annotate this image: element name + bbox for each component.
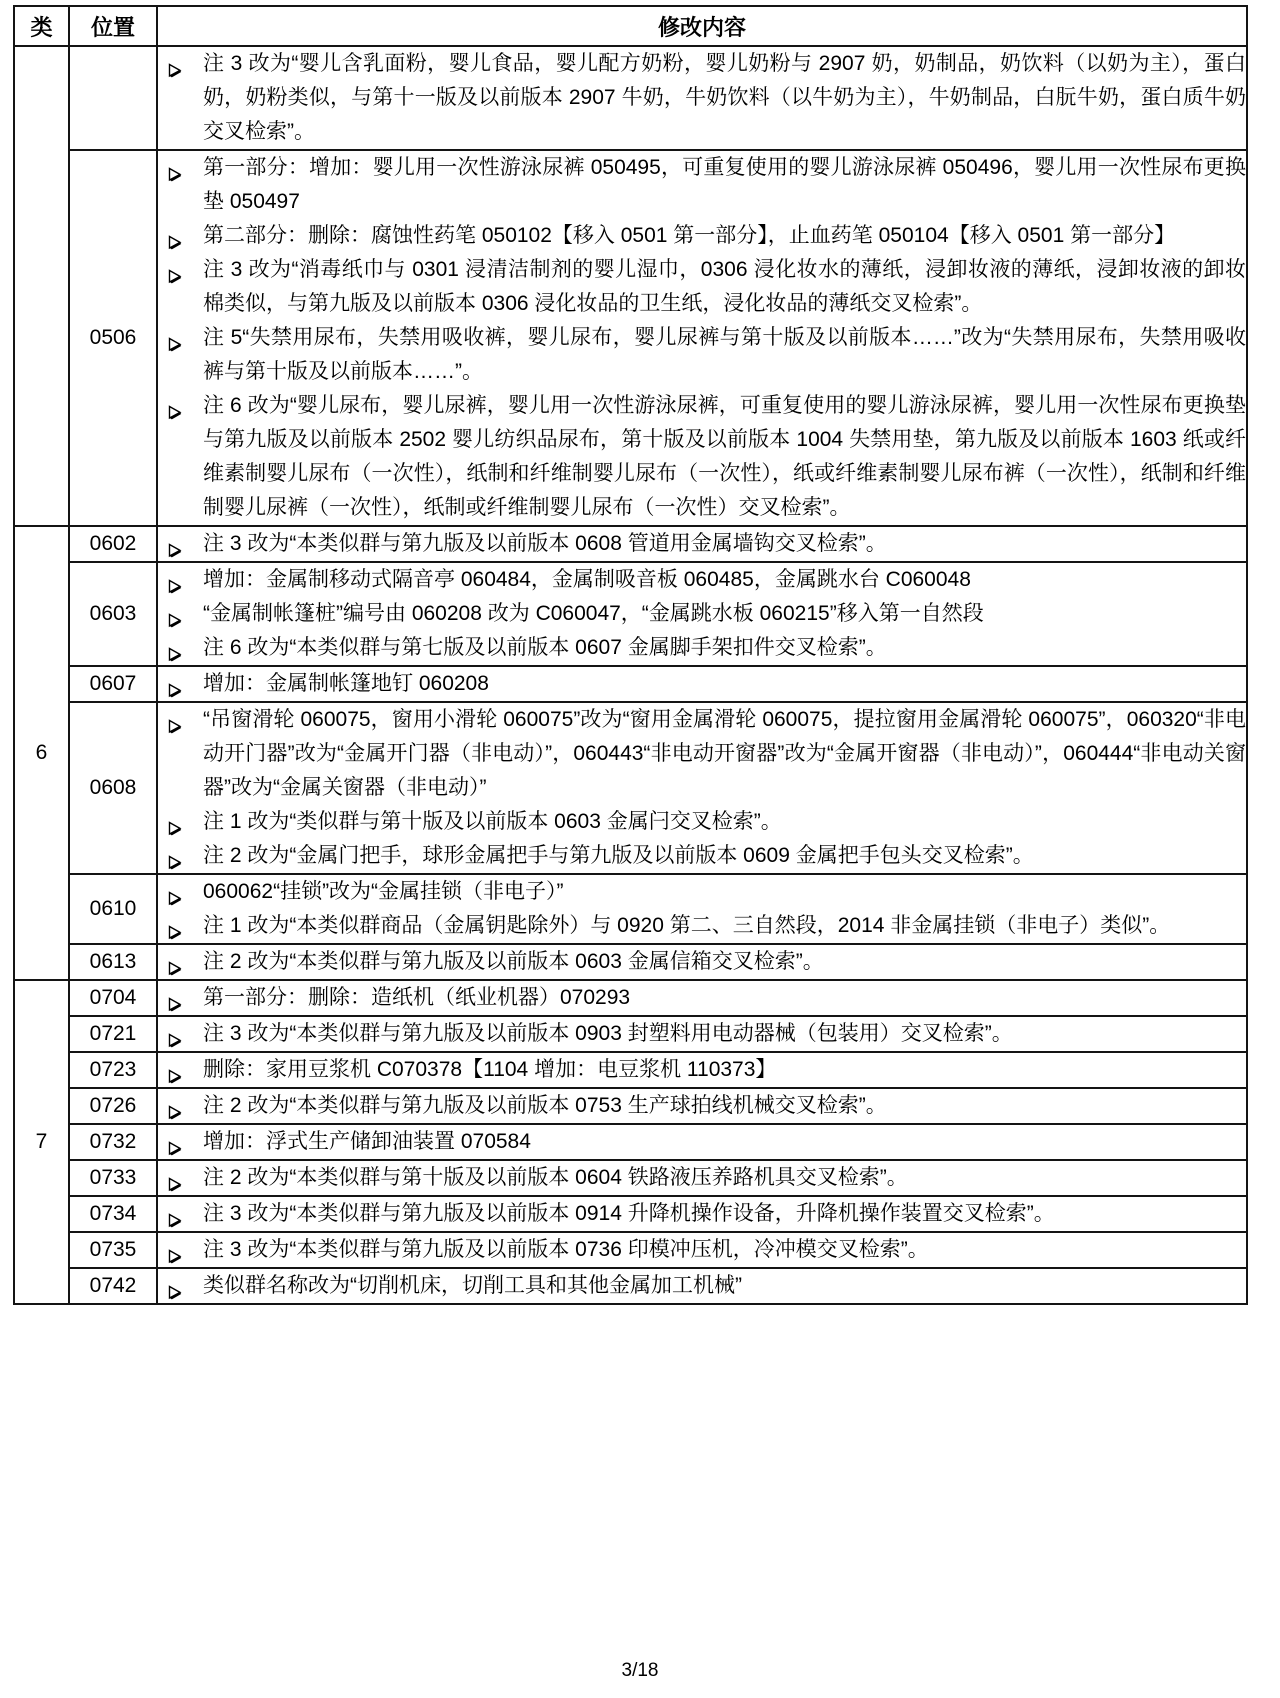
bullet-marker	[167, 160, 183, 176]
content-cell	[157, 980, 1247, 1016]
position-cell: 0721	[69, 1016, 157, 1052]
arrowhead-bullet-icon	[167, 925, 183, 941]
bullet-marker	[167, 1170, 183, 1186]
content-cell	[157, 46, 1247, 150]
arrowhead-bullet-icon	[167, 1141, 183, 1157]
table-row	[14, 666, 1247, 702]
revision-item-text: 删除：家用豆浆机 C070378【1104 增加：电豆浆机 110373】	[203, 1058, 777, 1081]
bullet-marker	[167, 640, 183, 656]
arrowhead-bullet-icon	[167, 821, 183, 837]
arrowhead-bullet-icon	[167, 1069, 183, 1085]
content-cell	[157, 562, 1247, 666]
arrowhead-bullet-icon	[167, 613, 183, 629]
revision-item-text: 第一部分：删除：造纸机（纸业机器）070293	[203, 986, 631, 1009]
content-cell	[157, 1088, 1247, 1124]
table-row	[14, 526, 1247, 562]
bullet-marker	[167, 990, 183, 1006]
revision-item	[158, 47, 1246, 149]
class-cell: 6	[14, 526, 69, 980]
table-row	[14, 1124, 1247, 1160]
position-cell: 0732	[69, 1124, 157, 1160]
revision-item-text: 注 6 改为“本类似群与第七版及以前版本 0607 金属脚手架扣件交叉检索”。	[203, 636, 887, 659]
class-cell: 7	[14, 980, 69, 1304]
revision-table	[13, 5, 1248, 1305]
content-cell	[157, 1268, 1247, 1304]
bullet-marker	[167, 918, 183, 934]
revision-item	[158, 1125, 1246, 1159]
content-cell	[157, 702, 1247, 874]
revision-item	[158, 1161, 1246, 1195]
arrowhead-bullet-icon	[167, 1249, 183, 1265]
bullet-marker	[167, 814, 183, 830]
page-number: 3/18	[621, 1660, 659, 1681]
position-cell: 0742	[69, 1268, 157, 1304]
revision-item	[158, 875, 1246, 909]
revision-item-text: 注 6 改为“婴儿尿布，婴儿尿裤，婴儿用一次性游泳尿裤，可重复使用的婴儿游泳尿裤，婴儿用一次性尿布更换垫与第九版及以前版本 2502 婴儿纺织品尿布，第十版及以前版本 1004 失禁用垫，第九版及以前版本 1603 纸或纤维素制婴儿尿布（一次性），纸制和纤维制婴儿尿布（一次性），纸或纤维素制婴儿尿布裤（一次性），纸制和纤维制婴儿尿裤（一次性），纸制或纤维制婴儿尿布（一次性）交叉检索”。	[203, 394, 1246, 519]
revision-item	[158, 631, 1246, 665]
bullet-marker	[167, 884, 183, 900]
revision-item-text: 增加：金属制移动式隔音亭 060484，金属制吸音板 060485，金属跳水台 C060048	[203, 568, 971, 591]
content-cell	[157, 150, 1247, 526]
table-row	[14, 1268, 1247, 1304]
table-row	[14, 944, 1247, 980]
bullet-marker	[167, 1026, 183, 1042]
arrowhead-bullet-icon	[167, 891, 183, 907]
revision-item	[158, 527, 1246, 561]
position-cell: 0726	[69, 1088, 157, 1124]
col-header-content: 修改内容	[157, 6, 1247, 46]
revision-item-text: 注 5“失禁用尿布，失禁用吸收裤，婴儿尿布，婴儿尿裤与第十版及以前版本……”改为“失禁用尿布，失禁用吸收裤与第十版及以前版本……”。	[203, 326, 1246, 383]
revision-item-text: 注 3 改为“消毒纸巾与 0301 浸清洁制剂的婴儿湿巾，0306 浸化妆水的薄纸，浸卸妆液的薄纸，浸卸妆液的卸妆棉类似，与第九版及以前版本 0306 浸化妆品的卫生纸，浸化妆品的薄纸交叉检索”。	[203, 258, 1246, 315]
revision-item-text: 类似群名称改为“切削机床，切削工具和其他金属加工机械”	[203, 1274, 742, 1297]
arrowhead-bullet-icon	[167, 235, 183, 251]
revision-item-text: 注 2 改为“本类似群与第十版及以前版本 0604 铁路液压养路机具交叉检索”。	[203, 1166, 908, 1189]
revision-item-text: 注 1 改为“本类似群商品（金属钥匙除外）与 0920 第二、三自然段，2014 非金属挂锁（非电子）类似”。	[203, 914, 1171, 937]
bullet-marker	[167, 1278, 183, 1294]
revision-item	[158, 981, 1246, 1015]
table-row	[14, 702, 1247, 874]
revision-item	[158, 1233, 1246, 1267]
bullet-marker	[167, 56, 183, 72]
bullet-marker	[167, 848, 183, 864]
position-cell: 0610	[69, 874, 157, 944]
revision-item	[158, 667, 1246, 701]
arrowhead-bullet-icon	[167, 1285, 183, 1301]
content-cell	[157, 666, 1247, 702]
position-cell: 0734	[69, 1196, 157, 1232]
content-cell	[157, 526, 1247, 562]
revision-item-text: 注 3 改为“本类似群与第九版及以前版本 0736 印模冲压机，冷冲模交叉检索”。	[203, 1238, 929, 1261]
content-cell	[157, 1196, 1247, 1232]
bullet-marker	[167, 676, 183, 692]
revision-item	[158, 597, 1246, 631]
revision-item	[158, 805, 1246, 839]
col-header-class: 类	[14, 6, 69, 46]
table-row	[14, 562, 1247, 666]
revision-item-text: 注 2 改为“金属门把手，球形金属把手与第九版及以前版本 0609 金属把手包头交叉检索”。	[203, 844, 1034, 867]
arrowhead-bullet-icon	[167, 683, 183, 699]
table-row	[14, 46, 1247, 150]
revision-item	[158, 253, 1246, 321]
class-cell	[14, 46, 69, 526]
bullet-marker	[167, 536, 183, 552]
arrowhead-bullet-icon	[167, 269, 183, 285]
content-cell	[157, 1124, 1247, 1160]
table-row	[14, 1088, 1247, 1124]
revision-item-text: 第一部分：增加：婴儿用一次性游泳尿裤 050495，可重复使用的婴儿游泳尿裤 050496，婴儿用一次性尿布更换垫 050497	[203, 156, 1246, 213]
revision-item	[158, 1017, 1246, 1051]
bullet-marker	[167, 572, 183, 588]
col-header-position: 位置	[69, 6, 157, 46]
revision-item-text: 注 3 改为“本类似群与第九版及以前版本 0914 升降机操作设备，升降机操作装置交叉检索”。	[203, 1202, 1055, 1225]
bullet-marker	[167, 262, 183, 278]
arrowhead-bullet-icon	[167, 647, 183, 663]
content-cell	[157, 1160, 1247, 1196]
revision-item-text: 注 3 改为“婴儿含乳面粉，婴儿食品，婴儿配方奶粉，婴儿奶粉与 2907 奶，奶制品，奶饮料（以奶为主），蛋白奶，奶粉类似，与第十一版及以前版本 2907 牛奶，牛奶饮料（以牛奶为主），牛奶制品，白朊牛奶，蛋白质牛奶交叉检索”。	[203, 52, 1246, 143]
table-row	[14, 1160, 1247, 1196]
revision-item	[158, 1269, 1246, 1303]
revision-item-text: 注 3 改为“本类似群与第九版及以前版本 0608 管道用金属墙钩交叉检索”。	[203, 532, 887, 555]
arrowhead-bullet-icon	[167, 719, 183, 735]
revision-item	[158, 1197, 1246, 1231]
arrowhead-bullet-icon	[167, 1105, 183, 1121]
revision-item	[158, 909, 1246, 943]
position-cell: 0602	[69, 526, 157, 562]
revision-item	[158, 839, 1246, 873]
bullet-marker	[167, 1242, 183, 1258]
arrowhead-bullet-icon	[167, 1033, 183, 1049]
bullet-marker	[167, 954, 183, 970]
table-row	[14, 1016, 1247, 1052]
arrowhead-bullet-icon	[167, 997, 183, 1013]
bullet-marker	[167, 606, 183, 622]
content-cell	[157, 1016, 1247, 1052]
content-cell	[157, 874, 1247, 944]
arrowhead-bullet-icon	[167, 543, 183, 559]
revision-item	[158, 219, 1246, 253]
arrowhead-bullet-icon	[167, 337, 183, 353]
revision-item-text: “金属制帐篷桩”编号由 060208 改为 C060047，“金属跳水板 060215”移入第一自然段	[203, 602, 984, 625]
revision-item-text: “吊窗滑轮 060075，窗用小滑轮 060075”改为“窗用金属滑轮 060075，提拉窗用金属滑轮 060075”，060320“非电动开门器”改为“金属开门器（非电动）”，060443“非电动开窗器”改为“金属开窗器（非电动）”，060444“非电动关窗器”改为“金属关窗器（非电动）”	[203, 708, 1246, 799]
arrowhead-bullet-icon	[167, 579, 183, 595]
arrowhead-bullet-icon	[167, 855, 183, 871]
revision-item	[158, 1053, 1246, 1087]
revision-item-text: 增加：浮式生产储卸油装置 070584	[203, 1130, 531, 1153]
revision-item-text: 增加：金属制帐篷地钉 060208	[203, 672, 489, 695]
revision-item	[158, 321, 1246, 389]
revision-item	[158, 563, 1246, 597]
table-row	[14, 1052, 1247, 1088]
position-cell: 0704	[69, 980, 157, 1016]
revision-item-text: 注 3 改为“本类似群与第九版及以前版本 0903 封塑料用电动器械（包装用）交叉检索”。	[203, 1022, 1013, 1045]
revision-item	[158, 389, 1246, 525]
header-row	[14, 6, 1247, 46]
position-cell: 0723	[69, 1052, 157, 1088]
revision-item	[158, 703, 1246, 805]
position-cell: 0733	[69, 1160, 157, 1196]
arrowhead-bullet-icon	[167, 167, 183, 183]
bullet-marker	[167, 398, 183, 414]
position-cell: 0607	[69, 666, 157, 702]
arrowhead-bullet-icon	[167, 405, 183, 421]
bullet-marker	[167, 330, 183, 346]
bullet-marker	[167, 1062, 183, 1078]
revision-item-text: 第二部分：删除：腐蚀性药笔 050102【移入 0501 第一部分】，止血药笔 050104【移入 0501 第一部分】	[203, 224, 1176, 247]
bullet-marker	[167, 228, 183, 244]
position-cell: 0613	[69, 944, 157, 980]
table-row	[14, 980, 1247, 1016]
bullet-marker	[167, 712, 183, 728]
arrowhead-bullet-icon	[167, 1177, 183, 1193]
revision-item-text: 注 2 改为“本类似群与第九版及以前版本 0753 生产球拍线机械交叉检索”。	[203, 1094, 887, 1117]
content-cell	[157, 1052, 1247, 1088]
position-cell	[69, 46, 157, 150]
position-cell: 0735	[69, 1232, 157, 1268]
position-cell: 0603	[69, 562, 157, 666]
content-cell	[157, 1232, 1247, 1268]
position-cell: 0608	[69, 702, 157, 874]
revision-item	[158, 151, 1246, 219]
position-cell: 0506	[69, 150, 157, 526]
revision-item	[158, 945, 1246, 979]
bullet-marker	[167, 1098, 183, 1114]
bullet-marker	[167, 1206, 183, 1222]
arrowhead-bullet-icon	[167, 961, 183, 977]
bullet-marker	[167, 1134, 183, 1150]
revision-item-text: 注 2 改为“本类似群与第九版及以前版本 0603 金属信箱交叉检索”。	[203, 950, 824, 973]
arrowhead-bullet-icon	[167, 63, 183, 79]
arrowhead-bullet-icon	[167, 1213, 183, 1229]
table-row	[14, 150, 1247, 526]
revision-item-text: 060062“挂锁”改为“金属挂锁（非电子）”	[203, 880, 564, 903]
revision-item-text: 注 1 改为“类似群与第十版及以前版本 0603 金属闩交叉检索”。	[203, 810, 782, 833]
revision-item	[158, 1089, 1246, 1123]
table-row	[14, 874, 1247, 944]
content-cell	[157, 944, 1247, 980]
table-row	[14, 1232, 1247, 1268]
table-row	[14, 1196, 1247, 1232]
